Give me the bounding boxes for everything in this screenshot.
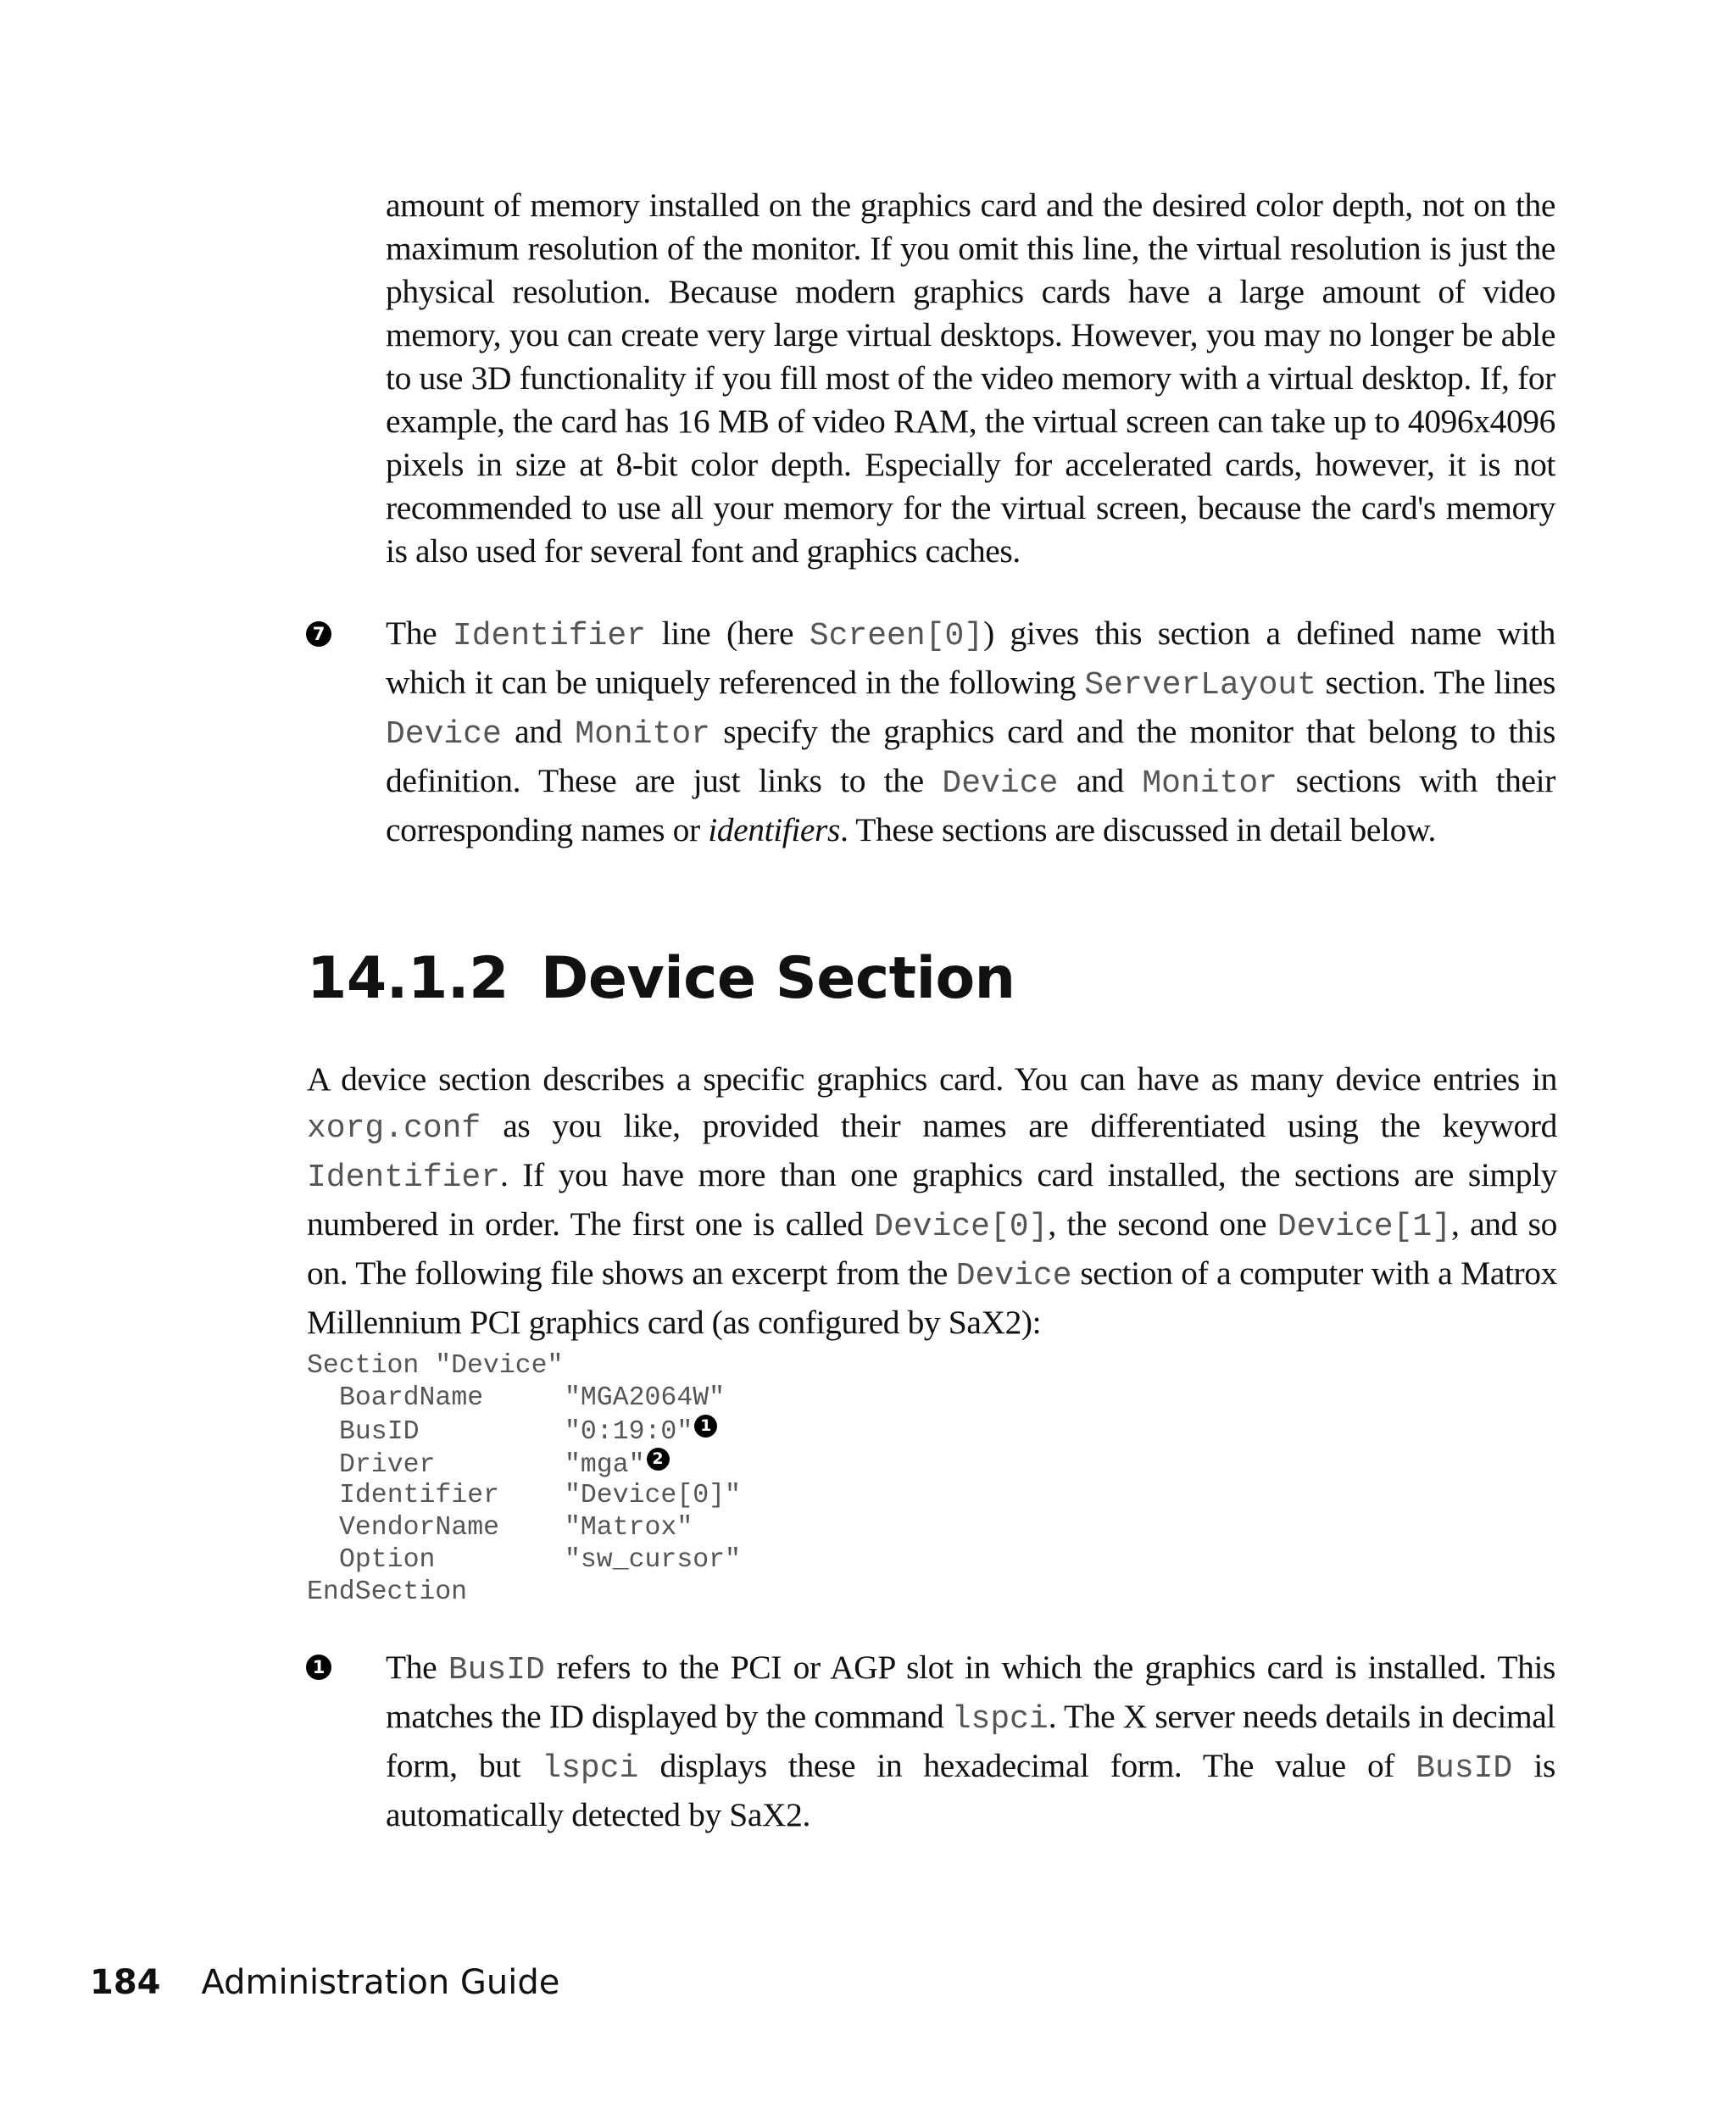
callout-7-text: The Identifier line (here Screen[0]) gives this section a defined name with which it can be uniquely referenced in the following ServerLayout section. The lines Device and Monitor specify the graphics card and the monitor that belong to this definition. These are just links to the Device and Monitor sections with their corresponding names or identifiers. These sections are discussed in detail below.: [386, 615, 1555, 848]
paragraph-device-section: A device section describes a specific graphics card. You can have as many device entries in xorg.conf as you like, provided their names are differentiated using the keyword Identifier. If you have more than one graphics card installed, the sections are simply numbered in order. The first one is called Device[0], the second one Device[1], and so on. The following file shows an excerpt from the Device section of a computer with a Matrox Millennium PCI graphics card (as configured by SaX2):: [307, 1060, 1557, 1341]
paragraph-virtual-resolution: amount of memory installed on the graphics card and the desired color depth, not on the maximum resolution of the monitor. If you omit this line, the virtual resolution is just the physical resolution. Because modern graphics cards have a large amount of video memory, you can create very large virtual desktops. However, you may no longer be able to use 3D functionality if you fill most of the video memory with a virtual desktop. If, for example, the card has 16 MB of video RAM, the virtual screen can take up to 4096x4096 pixels in size at 8-bit color depth. Especially for accelerated cards, however, it is not recommended to use all your memory for the virtual screen, because the card's memory is also used for several font and graphics caches.: [386, 186, 1555, 570]
callout-marker-7: 7: [306, 621, 331, 647]
code-line-close: EndSection: [307, 1577, 468, 1608]
code-line: BusID "0:19:0" 1: [307, 1415, 741, 1447]
page-footer: [90, 1961, 559, 2005]
code-busid: BusID: [448, 1652, 545, 1688]
code-line: BoardName "MGA2064W": [339, 1383, 726, 1414]
code-device1: Device[1]: [1277, 1209, 1451, 1245]
code-callout-marker-1: 1: [694, 1415, 717, 1438]
code-line: Driver "mga" 2: [307, 1448, 741, 1480]
code-serverlayout: ServerLayout: [1084, 667, 1317, 704]
code-identifier: Identifier: [452, 618, 646, 654]
book-title: Administration Guide: [201, 1963, 560, 2002]
code-busid: BusID: [1416, 1750, 1513, 1787]
code-device: Device: [955, 1258, 1072, 1294]
code-device: Device: [386, 716, 502, 753]
section-title: Device Section: [540, 945, 1015, 1012]
code-monitor: Monitor: [1142, 765, 1277, 802]
code-line: Option "sw_cursor": [339, 1545, 741, 1576]
code-xorg-conf: xorg.conf: [307, 1110, 481, 1147]
callout-marker-1: 1: [306, 1655, 331, 1680]
emphasis-identifiers: identifiers: [708, 811, 840, 848]
section-number: 14.1.2: [307, 945, 509, 1012]
code-screen0: Screen[0]: [809, 618, 984, 654]
code-lspci: lspci: [951, 1701, 1049, 1738]
code-callout-marker-2: 2: [647, 1448, 670, 1471]
code-device: Device: [942, 765, 1059, 802]
callout-1-text: The BusID refers to the PCI or AGP slot in which the graphics card is installed. This matches the ID displayed by the command lspci. The X server needs details in decimal form, but lspci displays these in hexadecimal form. The value of BusID is automatically detected by SaX2.: [386, 1649, 1555, 1833]
code-line: VendorName "Matrox": [339, 1512, 693, 1543]
code-listing: [307, 1350, 741, 1610]
code-identifier: Identifier: [307, 1160, 501, 1196]
page-number: 184: [90, 1963, 161, 2002]
code-monitor: Monitor: [575, 716, 710, 753]
code-line: Identifier "Device[0]": [339, 1480, 741, 1510]
code-lspci: lspci: [542, 1750, 639, 1787]
code-line-open: Section "Device": [307, 1351, 564, 1381]
code-device0: Device[0]: [874, 1209, 1049, 1245]
section-heading: [307, 943, 1015, 1015]
